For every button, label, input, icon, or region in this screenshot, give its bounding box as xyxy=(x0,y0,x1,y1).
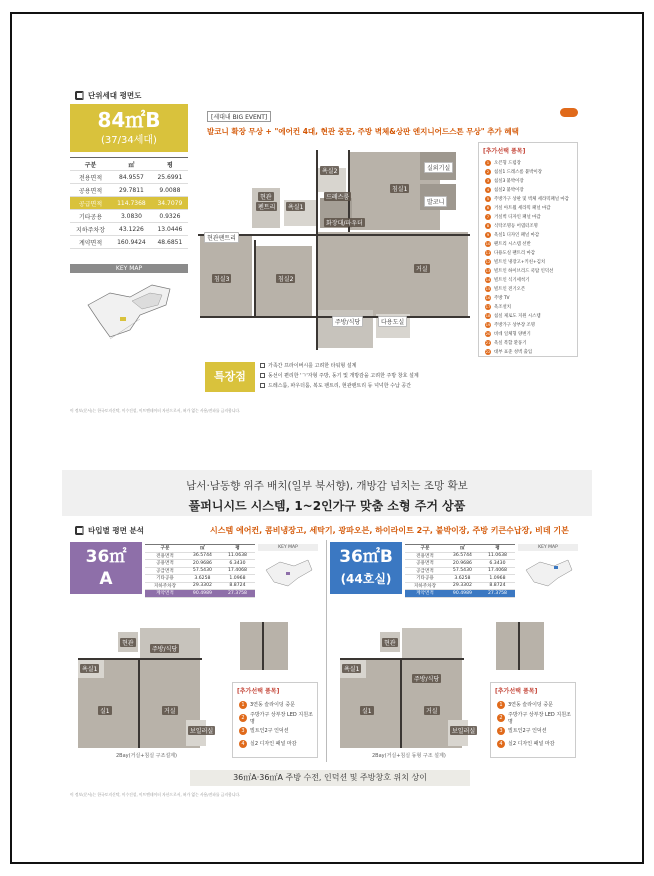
unit-badge-84b xyxy=(70,104,188,152)
table-cell: 1.0968 xyxy=(480,575,515,583)
table-header-cell: 구분 xyxy=(405,545,445,553)
keymap-header-36a: KEY MAP xyxy=(258,544,318,551)
option-text: 주방 TV xyxy=(494,295,510,301)
footnote-bottom: 이 정보(문서)는 한국토지신탁, 이수건설, 이트엔데이터 자산으로서, 허가 없는 사용/전파를 금지합니다. xyxy=(70,792,241,797)
table-cell: 20.9686 xyxy=(445,560,480,568)
keymap-header-36b: KEY MAP xyxy=(518,544,578,551)
table-cell: 전용면적 xyxy=(145,552,185,560)
option-item xyxy=(491,724,575,737)
option-number-icon: 1 xyxy=(239,701,247,709)
label-b-kitchen: 주방/식당 xyxy=(414,676,440,683)
keymap-image xyxy=(70,275,188,355)
option-number-icon: 9 xyxy=(486,231,490,237)
table-cell: 공급면적 xyxy=(405,567,445,575)
options-title: [추가선택 품목] xyxy=(483,148,526,155)
table-cell: 기타공용 xyxy=(145,575,185,583)
option-item xyxy=(479,257,577,266)
label-bedroom3: 침실3 xyxy=(214,276,230,283)
table-cell: 57.5430 xyxy=(185,567,220,575)
table-cell: 57.5430 xyxy=(445,567,480,575)
feature-text: 드레스룸, 파우더룸, 복도 팬트리, 현관팬트리 등 넉넉한 수납 공간 xyxy=(268,382,412,389)
options-title-36a: [추가선택 품목] xyxy=(237,688,280,695)
option-text: 빌트인2구 인덕션 xyxy=(250,728,289,734)
option-item xyxy=(479,185,577,194)
table-row xyxy=(405,567,515,575)
floor-plan-36a-mirror xyxy=(238,612,290,674)
table-cell: 29.3302 xyxy=(185,582,220,590)
option-text: 침실1 드레스룸 붙박이장 xyxy=(494,169,542,175)
label-a-living: 거실 xyxy=(164,708,176,715)
option-item xyxy=(479,338,577,347)
label-dressroom: 드레스룸 xyxy=(326,194,350,201)
table-cell: 공용면적 xyxy=(145,560,185,568)
option-number-icon: 14 xyxy=(485,276,491,282)
option-text: 실2 디자인 패널 마감 xyxy=(250,741,297,747)
label-outdoor-unit: 실외기실 xyxy=(424,162,453,173)
table-cell: 8.8724 xyxy=(480,582,515,590)
option-number-icon: 7 xyxy=(486,213,490,219)
area-table-36a xyxy=(145,544,255,598)
option-number-icon: 15 xyxy=(485,285,491,291)
option-number-icon: 3 xyxy=(497,727,505,735)
table-cell: 17.4068 xyxy=(220,567,255,575)
option-text: 빌트인 식기세척기 xyxy=(494,277,530,283)
table-cell: 6.3430 xyxy=(480,560,515,568)
option-item xyxy=(479,221,577,230)
table-header-cell: 구분 xyxy=(145,545,185,553)
area-table xyxy=(70,157,188,249)
option-number-icon: 12 xyxy=(485,258,491,264)
table-row xyxy=(145,590,255,598)
table-cell: 11.0638 xyxy=(480,552,515,560)
table-cell: 지하주차장 xyxy=(70,223,111,236)
table-cell: 공용면적 xyxy=(405,560,445,568)
option-number-icon: 13 xyxy=(485,267,491,273)
option-item xyxy=(479,176,577,185)
headline-2: 풀퍼니시드 시스템, 1~2인가구 맞춤 소형 주거 상품 xyxy=(188,499,466,513)
table-row xyxy=(405,552,515,560)
table-cell: 27.3758 xyxy=(480,590,515,598)
option-number-icon: 4 xyxy=(239,740,247,748)
option-text: 거실 아트월 세라믹 패널 마감 xyxy=(494,205,551,211)
table-row xyxy=(70,236,188,249)
options-box-84b xyxy=(478,142,578,357)
room-living xyxy=(318,232,468,317)
option-number-icon: 5 xyxy=(486,195,490,201)
options-box-36b xyxy=(490,682,576,758)
section-title-unit-plan xyxy=(75,90,141,101)
table-cell: 13.0446 xyxy=(152,223,188,236)
option-number-icon: 1 xyxy=(497,701,505,709)
table-cell: 3.0830 xyxy=(111,210,152,223)
option-number-icon: 6 xyxy=(486,204,490,210)
keymap-image-36b xyxy=(518,552,578,594)
option-item xyxy=(233,711,317,724)
option-text: 욕실1 디자인 패널 마감 xyxy=(494,232,540,238)
unit-a-name: 36㎡ xyxy=(85,547,127,567)
table-row xyxy=(145,560,255,568)
table-cell: 기타공용 xyxy=(70,210,111,223)
table-row xyxy=(405,575,515,583)
label-bedroom1: 침실1 xyxy=(392,186,408,193)
table-cell: 29.7811 xyxy=(111,184,152,197)
table-row xyxy=(405,560,515,568)
table-cell: 17.4068 xyxy=(480,567,515,575)
option-text: 다용도실 팬트리 마감 xyxy=(494,250,535,256)
label-bath2: 욕실2 xyxy=(322,168,338,175)
option-item xyxy=(233,698,317,711)
table-cell: 160.9424 xyxy=(111,236,152,249)
option-number-icon: 21 xyxy=(485,339,491,345)
option-text: 주방가구 상판 및 벽체 세라믹패널 마감 xyxy=(494,196,569,202)
option-item xyxy=(479,347,577,356)
option-item xyxy=(479,320,577,329)
option-text: 침실2 붙박이장 xyxy=(494,187,524,193)
table-row xyxy=(405,590,515,598)
table-cell: 90.4989 xyxy=(445,590,480,598)
option-number-icon: 20 xyxy=(485,330,491,336)
table-header-cell: 평 xyxy=(220,545,255,553)
option-item xyxy=(491,737,575,750)
table-cell: 9.0088 xyxy=(152,184,188,197)
unit-b-sub: (44호실) xyxy=(340,572,392,586)
table-cell: 25.6991 xyxy=(152,171,188,184)
option-item xyxy=(479,311,577,320)
option-number-icon: 1 xyxy=(486,159,490,165)
option-text: 욕실 복합 환풍기 xyxy=(494,340,527,346)
feature-text: 동선이 편리한 'ㄱ'자형 주방, 동기 및 개방감을 고려한 주방 창호 설계 xyxy=(268,372,419,379)
table-header-cell: ㎡ xyxy=(111,158,152,171)
option-number-icon: 2 xyxy=(497,714,505,722)
option-text: 실2 디자인 패널 마감 xyxy=(508,741,555,747)
option-number-icon: 8 xyxy=(486,222,490,228)
section-title-text: 단위세대 평면도 xyxy=(88,91,142,100)
caption-36a: 2Bay(거실+침실 구조설계) xyxy=(116,753,177,759)
keymap-image-36a xyxy=(258,552,318,594)
table-row xyxy=(70,184,188,197)
included-items: 시스템 에어컨, 콤비냉장고, 세탁기, 광파오븐, 하이라이트 2구, 붙박이장, 주방 키큰수납장, 비데 기본 xyxy=(210,526,569,535)
bottom-note: 36㎡A·36㎡A 주방 수전, 인덕션 및 주방창호 위치 상이 xyxy=(190,770,470,786)
option-text: 팬트리 시스템 선반 xyxy=(494,241,531,247)
table-cell: 8.8724 xyxy=(220,582,255,590)
option-text: 대부 표준 성벽 출입 xyxy=(494,349,533,355)
label-living: 거실 xyxy=(416,266,428,273)
table-cell: 114.7368 xyxy=(111,197,152,210)
event-label: [세대내 BIG EVENT] xyxy=(207,111,271,122)
table-cell: 전용면적 xyxy=(70,171,111,184)
table-cell: 27.3758 xyxy=(220,590,255,598)
label-kitchen: 주방/식당 xyxy=(332,316,363,327)
option-item xyxy=(233,737,317,750)
table-cell: 6.3430 xyxy=(220,560,255,568)
feature-item xyxy=(260,380,500,390)
option-text: 식탁조명등 어댑터조명 xyxy=(494,223,538,229)
table-row xyxy=(145,575,255,583)
option-text: 3연동 슬라이딩 중문 xyxy=(250,702,296,708)
headline-banner xyxy=(62,470,592,516)
unit-b-name: 36㎡B xyxy=(339,547,393,567)
table-cell: 84.9557 xyxy=(111,171,152,184)
table-cell: 계약면적 xyxy=(70,236,111,249)
event-cloud-icon xyxy=(560,108,578,117)
table-cell: 전용면적 xyxy=(405,552,445,560)
option-item xyxy=(479,230,577,239)
option-text: 오븐형 드럼장 xyxy=(494,160,521,166)
option-number-icon: 22 xyxy=(485,348,491,354)
feature-text: 가족간 프라이버시를 고려한 타워형 설계 xyxy=(268,362,357,369)
headline-1: 남서·남동향 위주 배치(일부 북서향), 개방감 넘치는 조망 확보 xyxy=(186,480,468,492)
footnote-top: 이 정보(문서)는 한국토지신탁, 이수건설, 이트엔데이터 자산으로서, 허가 없는 사용/전파를 금지합니다. xyxy=(70,408,241,413)
option-item xyxy=(479,167,577,176)
label-b-living: 거실 xyxy=(426,708,438,715)
option-item xyxy=(479,293,577,302)
option-item xyxy=(479,329,577,338)
label-utility: 다용도실 xyxy=(378,316,407,327)
label-balcony: 발코니 xyxy=(424,196,447,207)
options-title-36b: [추가선택 품목] xyxy=(495,688,538,695)
floor-plan-84b xyxy=(200,140,472,355)
option-number-icon: 2 xyxy=(239,714,247,722)
table-cell: 3.6258 xyxy=(185,575,220,583)
section-icon xyxy=(75,91,84,100)
table-cell: 공용면적 xyxy=(70,184,111,197)
option-text: 빌트인 전기오븐 xyxy=(494,286,526,292)
label-entrance-pantry: 현관팬트리 xyxy=(204,232,239,243)
section-title-text: 타입별 평면 분석 xyxy=(88,526,144,535)
option-item xyxy=(479,239,577,248)
caption-36b: 2Bay(거실+침실 동형 구조 설계) xyxy=(372,753,446,759)
table-cell: 지하주차장 xyxy=(145,582,185,590)
table-row xyxy=(145,582,255,590)
option-number-icon: 4 xyxy=(486,186,490,192)
table-cell: 48.6851 xyxy=(152,236,188,249)
features-badge: 특장점 xyxy=(205,362,255,392)
table-row xyxy=(70,223,188,236)
keymap-header: KEY MAP xyxy=(70,264,188,273)
option-item xyxy=(479,212,577,221)
divider-vertical xyxy=(326,540,327,762)
option-number-icon: 16 xyxy=(485,294,491,300)
room-a-kitchen xyxy=(140,628,200,658)
room-b-kitchen xyxy=(402,628,462,658)
feature-item xyxy=(260,370,500,380)
option-text: 빌트인 하이브리드 쿡탑 인덕션 xyxy=(494,268,554,274)
table-cell: 34.7079 xyxy=(152,197,188,210)
label-a-bath: 욕실1 xyxy=(82,666,98,673)
option-number-icon: 11 xyxy=(485,249,491,255)
unit-households: (37/34세대) xyxy=(101,135,157,146)
option-number-icon: 10 xyxy=(485,240,491,246)
label-a-kitchen: 주방/식당 xyxy=(152,646,178,653)
table-cell: 36.5744 xyxy=(185,552,220,560)
table-row xyxy=(405,582,515,590)
option-item xyxy=(479,302,577,311)
option-text: 비데 일체형 양변기 xyxy=(494,331,531,337)
option-text: 거실벽 디자인 패널 마감 xyxy=(494,214,541,220)
option-item xyxy=(233,724,317,737)
option-item xyxy=(479,275,577,284)
label-b-room1: 실1 xyxy=(362,708,372,715)
option-item xyxy=(479,284,577,293)
feature-item xyxy=(260,360,500,370)
table-cell: 1.0968 xyxy=(220,575,255,583)
area-table-36b xyxy=(405,544,515,598)
section-title-type-analysis xyxy=(75,525,144,536)
unit-badge-36b xyxy=(330,542,402,594)
option-item xyxy=(479,266,577,275)
label-a-room1: 실1 xyxy=(100,708,110,715)
floor-plan-36b-mirror xyxy=(494,612,546,674)
label-a-entrance: 현관 xyxy=(122,640,134,647)
table-cell: 공급면적 xyxy=(145,567,185,575)
label-pantry: 펜트리 xyxy=(258,204,276,211)
label-b-entrance: 현관 xyxy=(384,640,396,647)
table-cell: 0.9326 xyxy=(152,210,188,223)
label-a-boiler: 보일러실 xyxy=(190,728,214,735)
table-row xyxy=(145,567,255,575)
option-text: 주방가구 상부장 조명 xyxy=(494,322,535,328)
unit-name: 84㎡B xyxy=(97,108,161,132)
table-cell: 기타공용 xyxy=(405,575,445,583)
option-number-icon: 2 xyxy=(486,168,490,174)
table-cell: 11.0638 xyxy=(220,552,255,560)
option-item xyxy=(479,203,577,212)
option-number-icon: 3 xyxy=(239,727,247,735)
option-item xyxy=(479,248,577,257)
table-cell: 29.3302 xyxy=(445,582,480,590)
table-cell: 90.4989 xyxy=(185,590,220,598)
table-header-cell: ㎡ xyxy=(445,545,480,553)
option-text: 주방가구 상부장 LED 지원조명 xyxy=(508,711,571,725)
table-header-cell: ㎡ xyxy=(185,545,220,553)
unit-badge-36a xyxy=(70,542,142,594)
floor-plan-36a xyxy=(78,620,214,750)
table-cell: 3.6258 xyxy=(445,575,480,583)
table-row xyxy=(145,552,255,560)
label-b-boiler: 보일러실 xyxy=(452,728,476,735)
option-text: 빌트인 냉장고+키친+김치 xyxy=(494,259,546,265)
label-bedroom2: 침실2 xyxy=(278,276,294,283)
table-row xyxy=(70,171,188,184)
unit-a-sub: A xyxy=(99,569,113,589)
option-text: 3연동 슬라이딩 중문 xyxy=(508,702,554,708)
table-cell: 공급면적 xyxy=(70,197,111,210)
floor-plan-36b xyxy=(340,620,476,750)
option-number-icon: 4 xyxy=(497,740,505,748)
table-row xyxy=(70,197,188,210)
label-b-bath: 욕실1 xyxy=(344,666,360,673)
option-item xyxy=(491,698,575,711)
option-number-icon: 17 xyxy=(485,303,491,309)
event-text: 발코니 확장 무상 + "에어컨 4대, 현관 중문, 주방 벽체&상판 엔지니어드스톤 무상" 추가 혜택 xyxy=(207,127,519,136)
option-text: 침실 제로도 지원 시스템 xyxy=(494,313,541,319)
table-cell: 20.9686 xyxy=(185,560,220,568)
option-text: 빌트인2구 인덕션 xyxy=(508,728,547,734)
option-number-icon: 3 xyxy=(486,177,490,183)
label-powder: 화장대/파우더 xyxy=(326,220,363,227)
label-bath1: 욕실1 xyxy=(288,204,304,211)
table-cell: 지하주차장 xyxy=(405,582,445,590)
table-header-cell: 평 xyxy=(152,158,188,171)
options-box-36a xyxy=(232,682,318,758)
option-number-icon: 18 xyxy=(485,312,491,318)
option-item xyxy=(479,158,577,167)
event-banner xyxy=(205,104,580,134)
table-cell: 36.5744 xyxy=(445,552,480,560)
option-text: 침실3 붙박이장 xyxy=(494,178,524,184)
table-header-cell: 평 xyxy=(480,545,515,553)
features-list xyxy=(260,360,500,396)
table-cell: 43.1226 xyxy=(111,223,152,236)
option-text: 주방가구 상부장 LED 지원조명 xyxy=(250,711,313,725)
table-cell: 계약면적 xyxy=(405,590,445,598)
option-item xyxy=(479,194,577,203)
label-entrance: 현관 xyxy=(260,194,272,201)
section-icon xyxy=(75,526,84,535)
table-row xyxy=(70,210,188,223)
table-header-cell: 구분 xyxy=(70,158,111,171)
option-number-icon: 19 xyxy=(485,321,491,327)
option-text: 욕조설치 xyxy=(494,304,511,310)
option-item xyxy=(491,711,575,724)
table-cell: 계약면적 xyxy=(145,590,185,598)
